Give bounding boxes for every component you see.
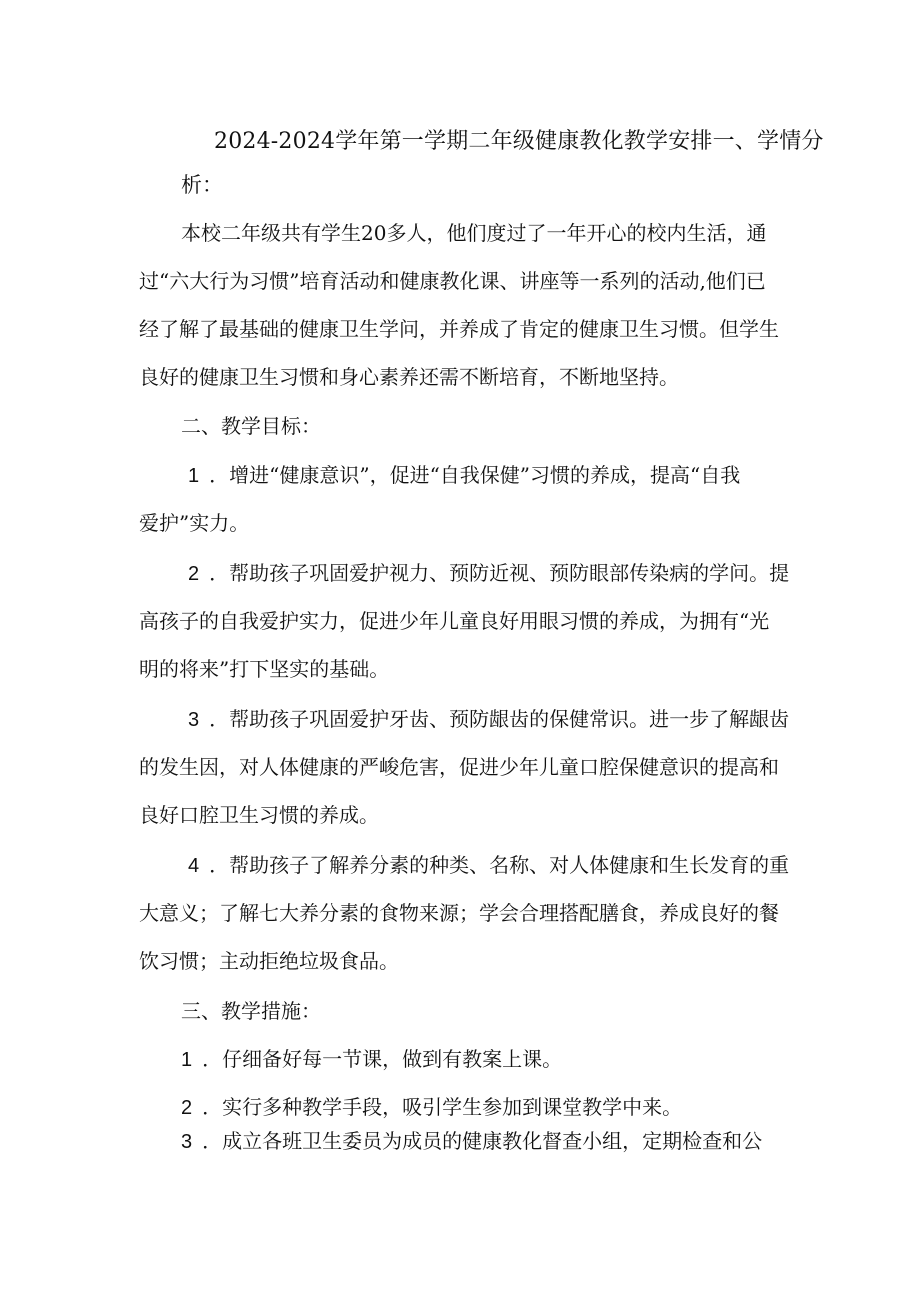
analysis-line: 本校二年级共有学生20多人，他们度过了一年开心的校内生活，通 [181, 221, 767, 245]
analysis-line: 过“六大行为习惯”培育活动和健康教化课、讲座等一系列的活动,他们已 [139, 269, 766, 293]
goal-text-cont: 的发生因，对人体健康的严峻危害，促进少年儿童口腔保健意识的提高和 [139, 755, 779, 779]
measure-item-3 [181, 1126, 762, 1157]
document-title: 2024-2024学年第一学期二年级健康教化教学安排一、学情分 [214, 129, 824, 154]
goal-number: 4 [188, 855, 200, 877]
measure-number: 3 [181, 1131, 193, 1153]
measure-text: ．仔细备好每一节课，做到有教案上课。 [202, 1047, 563, 1071]
measure-number: 1 [181, 1049, 193, 1071]
analysis-line: 经了解了最基础的健康卫生学问，并养成了肯定的健康卫生习惯。但学生 [139, 317, 779, 341]
goal-text: ．增进“健康意识”，促进“自我保健”习惯的养成，提高“自我 [209, 463, 741, 487]
goal-text: ．帮助孩子了解养分素的种类、名称、对人体健康和生长发育的重 [209, 853, 790, 877]
goal-item-3 [188, 704, 789, 735]
goal-text-cont: 高孩子的自我爱护实力，促进少年儿童良好用眼习惯的养成，为拥有“光 [139, 609, 770, 633]
goal-item-4 [188, 850, 789, 881]
goal-text-cont: 良好口腔卫生习惯的养成。 [139, 803, 379, 827]
measure-item-2 [181, 1092, 682, 1123]
goal-text-cont: 明的将来”打下坚实的基础。 [139, 657, 390, 681]
document-title-continuation: 析： [181, 173, 223, 197]
goal-item-2 [188, 558, 789, 589]
goal-text-cont: 爱护”实力。 [139, 511, 250, 535]
measure-text: ．实行多种教学手段，吸引学生参加到课堂教学中来。 [202, 1095, 683, 1119]
goal-number: 1 [188, 465, 200, 487]
analysis-line: 良好的健康卫生习惯和身心素养还需不断培育，不断地坚持。 [139, 365, 679, 389]
measure-text: ．成立各班卫生委员为成员的健康教化督查小组，定期检查和公 [202, 1129, 763, 1153]
measure-number: 2 [181, 1097, 193, 1119]
goal-text-cont: 大意义；了解七大养分素的食物来源；学会合理搭配膳食，养成良好的餐 [139, 901, 779, 925]
goal-item-1 [188, 460, 740, 491]
goal-text-cont: 饮习惯；主动拒绝垃圾食品。 [139, 949, 399, 973]
section-heading-measures: 三、教学措施： [181, 999, 321, 1023]
goal-text: ．帮助孩子巩固爱护牙齿、预防龈齿的保健常识。进一步了解龈齿 [209, 707, 790, 731]
goal-text: ．帮助孩子巩固爱护视力、预防近视、预防眼部传染病的学问。提 [209, 561, 790, 585]
section-heading-goals: 二、教学目标： [181, 414, 321, 438]
goal-number: 2 [188, 563, 200, 585]
goal-number: 3 [188, 709, 200, 731]
measure-item-1 [181, 1044, 562, 1075]
